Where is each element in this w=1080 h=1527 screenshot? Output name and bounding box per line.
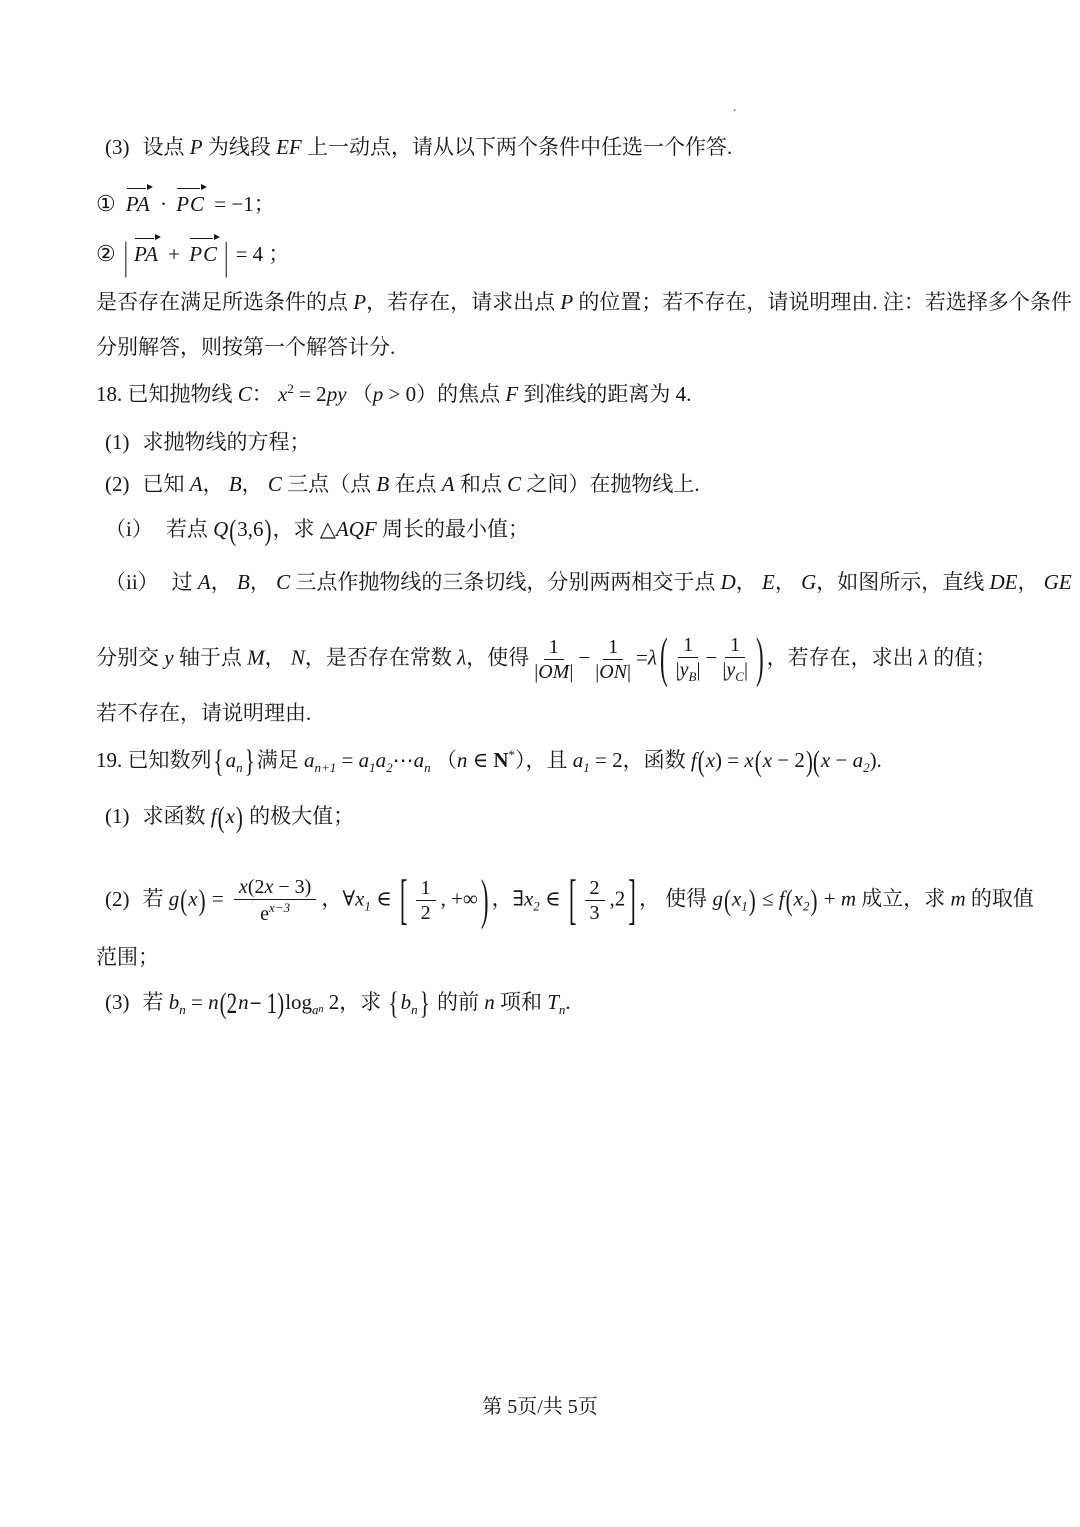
- text-run: ，: [491, 886, 513, 911]
- text-run: 求抛物线的方程；: [142, 430, 311, 454]
- q19-part1-line: [105, 800, 355, 834]
- math-sub: n: [558, 1002, 566, 1017]
- abs-bar: |: [123, 233, 128, 279]
- text-run: ，: [264, 645, 291, 670]
- math-var: B: [228, 472, 242, 496]
- numerator: 1: [416, 877, 436, 901]
- text-run: ，是否存在常数: [304, 645, 458, 670]
- text-run: = 4 ；: [230, 242, 290, 266]
- math-var: y: [164, 645, 174, 670]
- math-var: E: [762, 570, 775, 594]
- math-var: b: [400, 990, 412, 1014]
- math-var: x: [705, 748, 716, 772]
- abs-bar: |: [722, 659, 727, 682]
- math-var: B: [237, 570, 250, 594]
- circled-number-1: ①: [96, 191, 116, 216]
- math-operator: =: [185, 990, 209, 1014]
- item-label: （ii）: [105, 570, 159, 594]
- math-var: n: [484, 990, 495, 1014]
- math-var: N: [290, 645, 305, 670]
- big-brace: {: [213, 742, 224, 779]
- math-var: DE: [989, 570, 1018, 594]
- math-var: p: [372, 382, 384, 406]
- math-var: f: [690, 748, 697, 772]
- math-var: A: [189, 472, 203, 496]
- abs-bar: |: [224, 233, 229, 279]
- math-operator: =: [636, 645, 648, 670]
- numerator: 2: [585, 877, 605, 901]
- paren: (: [723, 882, 731, 917]
- text-run: 若: [142, 886, 169, 911]
- math-var: f: [210, 804, 217, 828]
- math-var: a: [375, 748, 387, 772]
- text-run: 3,6: [237, 517, 264, 541]
- math-sub: 1: [583, 760, 590, 775]
- math-sub: n+1: [314, 760, 337, 775]
- text-run: ，: [774, 570, 802, 594]
- fraction: [676, 634, 701, 685]
- log-function: log: [285, 990, 313, 1014]
- math-operator: ∈: [467, 748, 494, 772]
- text-run: ，若存在，请求出点: [366, 290, 561, 314]
- item-label: (1): [105, 430, 130, 454]
- math-sub: n: [236, 760, 243, 775]
- vector-var: PA: [125, 192, 151, 216]
- text-run: ).: [869, 748, 882, 772]
- math-var: x: [225, 804, 235, 828]
- text-run: ，求: [272, 517, 320, 541]
- abs-bar: |: [743, 659, 748, 682]
- text-run: ，: [1017, 570, 1044, 594]
- fraction: [416, 877, 436, 925]
- math-operator: −: [830, 748, 853, 772]
- triangle-symbol: △: [319, 517, 336, 541]
- item-label: (2): [105, 886, 130, 911]
- paren: ): [235, 800, 243, 834]
- text-run: ：: [251, 382, 279, 406]
- q17-note-line1: [96, 289, 1072, 315]
- text-run: 是否存在满足所选条件的点: [96, 290, 354, 314]
- text-run: 的位置；若不存在，请说明理由. 注：若选择多个条件: [573, 290, 1072, 314]
- math-var: P: [189, 135, 203, 159]
- fraction: [234, 876, 316, 926]
- q19-part2-line: [105, 868, 1034, 929]
- text-run: 三点作抛物线的三条切线，分别两两相交于点: [290, 570, 721, 594]
- math-operator: −: [705, 645, 718, 670]
- math-var: C: [237, 382, 252, 406]
- paren: ): [810, 882, 818, 917]
- fraction: [534, 636, 573, 684]
- math-var: x: [744, 748, 754, 772]
- q18-part1-line: [105, 429, 311, 455]
- math-var: A: [197, 570, 211, 594]
- item-label: (3): [105, 135, 130, 159]
- text-run: 若不存在，请说明理由.: [96, 701, 312, 725]
- math-var: n: [208, 990, 219, 1014]
- math-var: f: [778, 886, 785, 911]
- big-brace: }: [419, 984, 430, 1021]
- math-var: a: [225, 748, 237, 772]
- page-footer: [0, 1390, 1080, 1419]
- math-var: C: [276, 570, 291, 594]
- big-bracket: [: [399, 868, 408, 929]
- text-run: ,2: [609, 886, 626, 911]
- math-operator: +: [818, 886, 841, 911]
- paren: (: [697, 744, 705, 778]
- text-run: > 0: [383, 382, 417, 406]
- text-run: 的取值: [965, 886, 1034, 911]
- paren: (: [217, 800, 225, 834]
- text-run: 满足: [256, 748, 304, 772]
- math-var: m: [840, 886, 856, 911]
- math-operator: ∈: [370, 886, 397, 911]
- text-run: ，若存在，求出: [766, 645, 919, 670]
- math-var: ON: [599, 660, 627, 683]
- text-run: − 2: [772, 748, 805, 772]
- math-var: x: [820, 748, 831, 772]
- text-run: 分别解答，则按第一个解答计分.: [96, 335, 396, 359]
- text-run: 18. 已知抛物线: [96, 382, 238, 406]
- math-var: Q: [213, 517, 229, 541]
- text-run: ，: [249, 570, 277, 594]
- math-var: F: [505, 382, 519, 406]
- numerator: [234, 876, 316, 900]
- numerator: 1: [725, 634, 745, 658]
- math-var: EF: [276, 135, 302, 159]
- big-brace: }: [244, 742, 255, 779]
- fraction: [585, 877, 605, 925]
- text-run: ），且: [515, 748, 573, 772]
- math-var: λ: [457, 645, 467, 670]
- math-sup: x−3: [269, 900, 291, 916]
- q18-part2-line: [105, 471, 700, 497]
- text-run: ，求: [339, 990, 387, 1014]
- text-run: 和点: [454, 472, 508, 496]
- text-run: 若点: [165, 517, 214, 541]
- math-sub: 1: [369, 760, 376, 775]
- text-run: ，: [210, 570, 237, 594]
- q19-intro-line: [96, 742, 882, 779]
- text-run: 分别交: [96, 645, 165, 670]
- q18-part2-ii-end-line: [96, 700, 311, 726]
- q18-intro-line: [96, 381, 691, 407]
- big-paren: ): [480, 868, 489, 929]
- text-run: 在点: [389, 472, 442, 496]
- q19-part3-line: [105, 984, 571, 1021]
- big-brace: {: [388, 984, 399, 1021]
- big-paren: ): [755, 627, 764, 688]
- text-run: 求函数: [142, 804, 211, 828]
- q19-part2-cont-line: [96, 944, 159, 970]
- math-var: D: [720, 570, 736, 594]
- math-var: a: [358, 748, 370, 772]
- math-var: x: [762, 748, 773, 772]
- paren: )(: [805, 744, 820, 778]
- math-sub: 2: [863, 760, 870, 775]
- math-var: AQF: [335, 517, 377, 541]
- numerator: 1: [678, 634, 698, 658]
- math-var: g: [712, 886, 723, 911]
- text-run: 范围；: [96, 945, 159, 969]
- abs-bar: |: [696, 659, 701, 682]
- math-var: x: [355, 886, 365, 911]
- math-var: P: [353, 290, 367, 314]
- math-var: x: [238, 876, 248, 898]
- math-operator: ·: [154, 192, 173, 216]
- math-var: GE: [1043, 570, 1072, 594]
- math-sub: 2: [802, 898, 810, 914]
- text-run: ，: [202, 472, 229, 496]
- text-run: 项和: [494, 990, 548, 1014]
- item-label: (2): [105, 472, 130, 496]
- math-var: B: [376, 472, 390, 496]
- math-sub: 1: [364, 898, 371, 914]
- math-var: a: [852, 748, 864, 772]
- q18-part2-ii-line: [105, 569, 1072, 595]
- abs-bar: |: [675, 659, 680, 682]
- math-var: a: [572, 748, 584, 772]
- text-run: 过: [171, 570, 198, 594]
- text-run: ，: [735, 570, 763, 594]
- fraction: [595, 636, 631, 684]
- text-run: 已知: [142, 472, 190, 496]
- paren: (2: [219, 986, 238, 1020]
- math-sup: 2: [287, 381, 294, 396]
- text-run: 周长的最小值；: [376, 517, 529, 541]
- math-var: OM: [538, 660, 570, 683]
- math-var: y: [679, 659, 689, 682]
- item-label: (1): [105, 804, 130, 828]
- math-var: T: [547, 990, 559, 1014]
- vector-var: PC: [189, 242, 219, 266]
- q17-note-line2: [96, 334, 395, 360]
- math-var: x: [523, 886, 534, 911]
- numerator: 1: [544, 636, 564, 660]
- math-var: py: [326, 382, 347, 406]
- math-sub: n: [424, 760, 431, 775]
- q18-part2-i-line: [105, 513, 529, 547]
- fraction: [722, 634, 748, 685]
- text-run: (2: [247, 876, 265, 898]
- math-var: λ: [647, 645, 657, 670]
- math-operator: −: [578, 645, 591, 670]
- denominator: [595, 660, 631, 683]
- paren: (: [229, 513, 237, 547]
- paren: ): [748, 882, 756, 917]
- math-operator: ⋯: [392, 748, 414, 772]
- denominator: 2: [420, 902, 431, 925]
- math-var: n: [238, 990, 249, 1014]
- numerator: 1: [603, 636, 623, 660]
- abs-bar: |: [627, 660, 632, 683]
- math-var: y: [726, 659, 736, 682]
- q17-part3-line: [105, 134, 732, 160]
- text-run: 的值；: [927, 645, 997, 670]
- math-operator: =: [336, 748, 359, 772]
- text-run: ，: [321, 886, 343, 911]
- math-var: λ: [918, 645, 928, 670]
- forall-symbol: ∀: [342, 886, 356, 911]
- math-set-symbol: N: [493, 748, 509, 772]
- text-run: 的前: [431, 990, 485, 1014]
- math-sub: a: [312, 1002, 319, 1017]
- math-var: A: [441, 472, 455, 496]
- page-number: 第 5页/共 5页: [482, 1396, 598, 1418]
- math-sub: 2: [386, 760, 393, 775]
- text-run: 轴于点: [173, 645, 248, 670]
- math-sub: 1: [741, 898, 748, 914]
- text-run: 为线段: [202, 135, 277, 159]
- math-var: C: [507, 472, 522, 496]
- big-bracket: ]: [628, 868, 636, 929]
- math-var: P: [560, 290, 574, 314]
- text-run: 三点（点: [281, 472, 377, 496]
- text-run: 设点: [142, 135, 190, 159]
- math-sub: n: [179, 1002, 186, 1017]
- denominator: [676, 658, 701, 685]
- text-run: （: [430, 748, 457, 772]
- vector-var: PA: [133, 242, 159, 266]
- text-run: 的极大值；: [243, 804, 355, 828]
- text-run: − 3): [273, 876, 312, 898]
- math-sub: C: [735, 669, 744, 685]
- math-sub: 2: [533, 898, 540, 914]
- condition-1-line: [96, 190, 275, 218]
- q18-part2-ii-formula-line: [96, 627, 997, 688]
- text-run: 19. 已知数列: [96, 748, 212, 772]
- item-label: (3): [105, 990, 130, 1014]
- math-var: C: [267, 472, 282, 496]
- math-operator: ∈: [539, 886, 566, 911]
- text-run: 2: [323, 990, 340, 1014]
- text-run: ，使得: [466, 645, 530, 670]
- math-operator: +: [162, 242, 186, 266]
- math-var: x: [793, 886, 803, 911]
- math-sup: *: [508, 747, 516, 762]
- big-bracket: [: [568, 868, 577, 929]
- math-operator: = 2: [589, 748, 623, 772]
- math-sub-sub: n: [318, 1004, 324, 1015]
- abs-bar: |: [534, 660, 539, 683]
- paren: ): [198, 882, 206, 917]
- text-run: ，如图所示，直线: [816, 570, 990, 594]
- paren: ): [264, 513, 272, 547]
- text-run: 成立，求: [855, 886, 951, 911]
- math-var: x: [188, 886, 198, 911]
- denominator: [260, 900, 290, 925]
- circled-number-2: ②: [96, 241, 116, 266]
- math-operator: ≤: [756, 886, 779, 911]
- vector-var: PC: [176, 192, 206, 216]
- text-run: = −1；: [209, 192, 275, 216]
- math-var: g: [168, 886, 180, 911]
- text-run: = 2: [293, 382, 327, 406]
- math-var: x: [278, 382, 288, 406]
- text-run: 之间）在抛物线上.: [521, 472, 700, 496]
- math-var: M: [247, 645, 265, 670]
- math-const-e: e: [260, 903, 270, 926]
- abs-bar: |: [569, 660, 574, 683]
- condition-2-line: [96, 233, 290, 279]
- text-run: ）的焦点: [416, 382, 506, 406]
- stray-mark: .: [733, 100, 737, 115]
- denominator: [534, 660, 573, 683]
- text-run: , +∞: [440, 886, 478, 911]
- denominator: [722, 658, 748, 685]
- text-run: 上一动点，请从以下两个条件中任选一个作答.: [301, 135, 733, 159]
- math-var: x: [264, 876, 274, 898]
- math-sub: B: [688, 669, 697, 685]
- text-run: 若: [142, 990, 169, 1014]
- math-var: n: [456, 748, 468, 772]
- big-paren: (: [659, 627, 668, 688]
- item-label: （i）: [105, 517, 153, 541]
- text-run: ，函数: [622, 748, 691, 772]
- text-run: （: [346, 382, 373, 406]
- abs-bar: |: [595, 660, 600, 683]
- math-var: b: [168, 990, 180, 1014]
- math-var: a: [413, 748, 425, 772]
- text-run: 到准线的距离为 4.: [518, 382, 692, 406]
- text-run: ， 使得: [638, 886, 713, 911]
- math-var: a: [303, 748, 315, 772]
- exists-symbol: ∃: [512, 886, 524, 911]
- paren: − 1): [249, 986, 285, 1020]
- math-var: G: [801, 570, 817, 594]
- text-run: ) =: [715, 748, 745, 772]
- math-sub: n: [411, 1002, 418, 1017]
- math-operator: =: [206, 886, 229, 911]
- paren: (: [785, 882, 793, 917]
- denominator: 3: [589, 902, 600, 925]
- math-var: x: [731, 886, 742, 911]
- paren: (: [754, 744, 762, 778]
- text-run: ，: [241, 472, 268, 496]
- text-run: .: [565, 990, 571, 1014]
- paren: (: [180, 882, 188, 917]
- math-var: m: [950, 886, 966, 911]
